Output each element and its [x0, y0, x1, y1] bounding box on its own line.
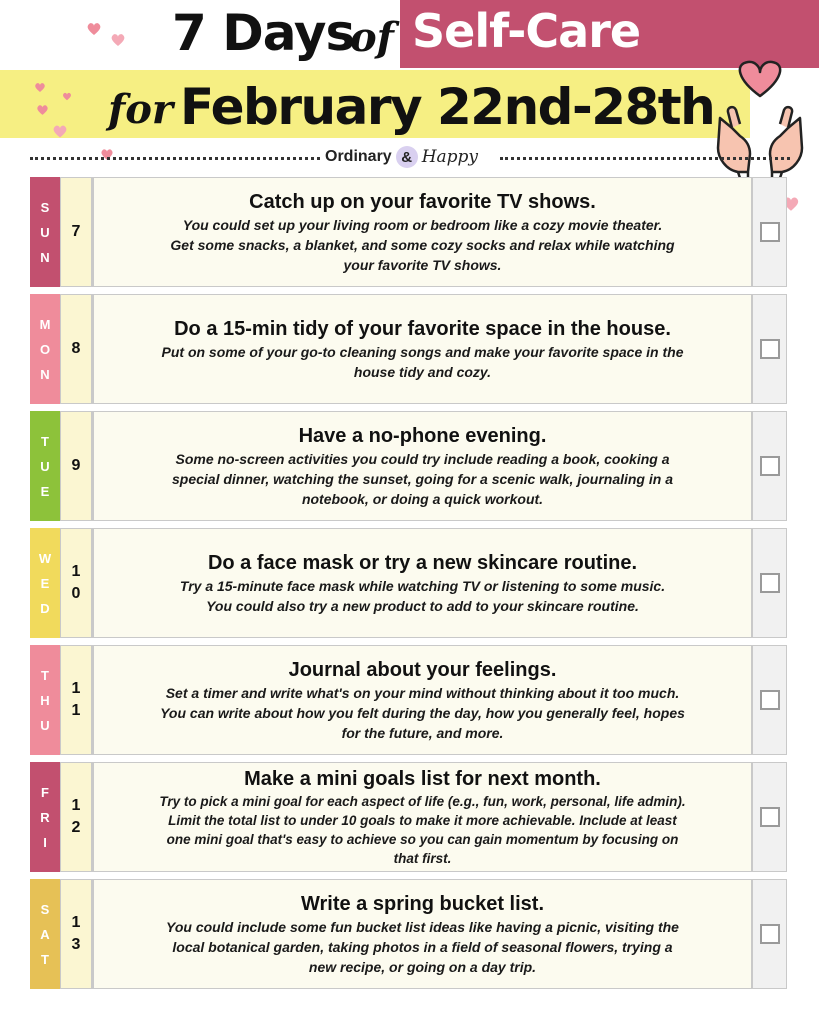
- heart-icon: [110, 32, 126, 48]
- brand-ordinary: Ordinary: [325, 148, 392, 165]
- task-cell: [92, 177, 752, 287]
- heart-icon: [62, 92, 72, 101]
- checkbox-fri[interactable]: [760, 807, 780, 827]
- checkbox-sun[interactable]: [760, 222, 780, 242]
- task-title: Write a spring bucket list.: [300, 892, 545, 915]
- task-description: Try to pick a mini goal for each aspect of life (e.g., fun, work, personal, life admin). Limit the total list to under 10 goals to make it more achievable. Include at least one mini goal that's easy to achieve so you can gain momentum by focusing on that first.: [159, 793, 686, 866]
- title-self-care: Self-Care: [412, 4, 641, 58]
- day-label-sat: S A T: [30, 879, 60, 989]
- title-of: of: [350, 14, 394, 61]
- day-row-mon: [30, 294, 787, 404]
- task-description: Some no-screen activities you could try include reading a book, cooking a special dinner, watching the sunset, going for a scenic walk, journaling in a notebook, or doing a quick workout.: [172, 450, 673, 507]
- day-number: 7: [60, 177, 92, 287]
- task-cell: [92, 879, 752, 989]
- day-number: 1 3: [60, 879, 92, 989]
- task-title: Do a 15-min tidy of your favorite space in the house.: [174, 317, 671, 340]
- task-description: Set a timer and write what's on your mind without thinking about it too much. You can write about how you felt during the day, how you generally feel, hopes for the future, and more.: [160, 684, 685, 741]
- day-label-mon: M O N: [30, 294, 60, 404]
- heart-icon: [34, 82, 46, 93]
- check-cell: [752, 177, 787, 287]
- subtitle-for: for: [108, 86, 173, 133]
- heart-icon: [86, 22, 102, 36]
- task-description: Try a 15-minute face mask while watching TV or listening to some music. You could also try a new product to add to your skincare routine.: [179, 577, 666, 614]
- day-label-fri: F R I: [30, 762, 60, 872]
- day-number: 1 1: [60, 645, 92, 755]
- task-cell: [92, 294, 752, 404]
- subtitle-dates: February 22nd-28th: [180, 78, 715, 136]
- task-cell: [92, 411, 752, 521]
- day-label-thu: T H U: [30, 645, 60, 755]
- day-row-sat: [30, 879, 787, 989]
- check-cell: [752, 294, 787, 404]
- divider-right: [500, 157, 790, 161]
- day-row-thu: [30, 645, 787, 755]
- task-title: Catch up on your favorite TV shows.: [249, 190, 596, 213]
- check-cell: [752, 762, 787, 872]
- day-label-wed: W E D: [30, 528, 60, 638]
- day-number: 9: [60, 411, 92, 521]
- checkbox-sat[interactable]: [760, 924, 780, 944]
- brand-logo: [325, 144, 478, 170]
- check-cell: [752, 879, 787, 989]
- divider-left: [30, 157, 320, 161]
- title-days: 7 Days: [172, 4, 355, 62]
- task-title: Journal about your feelings.: [288, 658, 557, 681]
- checkbox-tue[interactable]: [760, 456, 780, 476]
- heart-icon: [52, 124, 68, 139]
- day-row-fri: [30, 762, 787, 872]
- day-label-tue: T U E: [30, 411, 60, 521]
- brand-ampersand: &: [396, 146, 418, 168]
- day-label-sun: S U N: [30, 177, 60, 287]
- heart-icon: [36, 104, 49, 116]
- day-number: 8: [60, 294, 92, 404]
- day-row-tue: [30, 411, 787, 521]
- task-description: Put on some of your go-to cleaning songs and make your favorite space in the house tidy and cozy.: [161, 343, 684, 380]
- day-row-wed: [30, 528, 787, 638]
- task-description: You could set up your living room or bedroom like a cozy movie theater. Get some snacks, a blanket, and some cozy socks and relax while watching your favorite TV shows.: [170, 216, 675, 273]
- check-cell: [752, 528, 787, 638]
- day-row-sun: [30, 177, 787, 287]
- checkbox-wed[interactable]: [760, 573, 780, 593]
- task-title: Have a no-phone evening.: [298, 424, 547, 447]
- check-cell: [752, 411, 787, 521]
- day-number: 1 0: [60, 528, 92, 638]
- task-description: You could include some fun bucket list ideas like having a picnic, visiting the local botanical garden, taking photos in a field of seasonal flowers, trying a new recipe, or going on a day trip.: [166, 918, 679, 975]
- task-cell: [92, 528, 752, 638]
- checkbox-mon[interactable]: [760, 339, 780, 359]
- brand-happy: Happy: [421, 147, 479, 167]
- check-cell: [752, 645, 787, 755]
- task-title: Do a face mask or try a new skincare routine.: [207, 551, 638, 574]
- checkbox-thu[interactable]: [760, 690, 780, 710]
- day-number: 1 2: [60, 762, 92, 872]
- task-cell: [92, 762, 752, 872]
- task-cell: [92, 645, 752, 755]
- task-title: Make a mini goals list for next month.: [244, 767, 601, 790]
